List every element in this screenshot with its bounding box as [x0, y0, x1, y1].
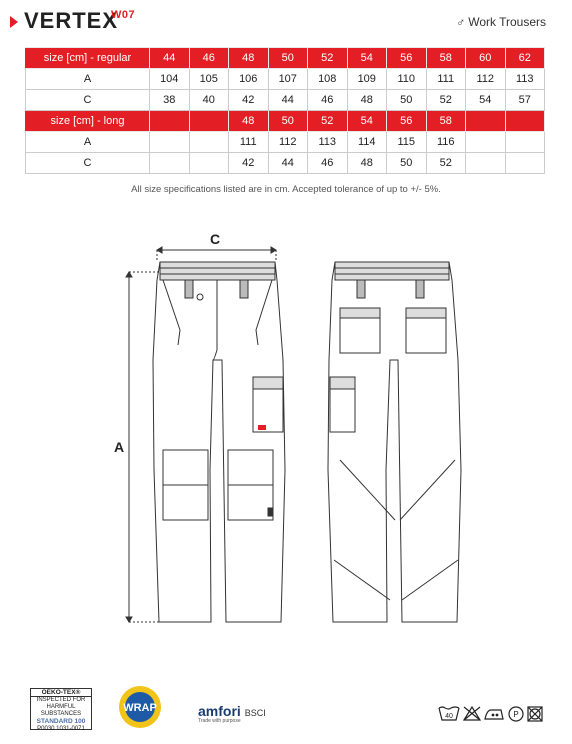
table-cell: 50: [387, 90, 427, 111]
table-cell: 54: [347, 111, 387, 132]
product-code: W07: [111, 9, 136, 21]
amfori-logo: [198, 703, 266, 724]
table-cell: 46: [189, 48, 229, 69]
row-label: C: [26, 153, 150, 174]
row-label: C: [26, 90, 150, 111]
table-cell: 116: [426, 132, 466, 153]
oeko-tex-logo: [30, 688, 92, 730]
header: [0, 0, 572, 40]
table-cell: 57: [505, 90, 545, 111]
male-symbol-icon: ♂: [456, 15, 466, 29]
table-cell: 112: [466, 69, 506, 90]
table-cell: 42: [229, 90, 269, 111]
brand-title: VERTEX: [24, 8, 119, 33]
oeko-title: OEKO-TEX®: [31, 689, 91, 697]
table-cell: 54: [347, 48, 387, 69]
care-symbols: [437, 704, 552, 724]
table-cell: 62: [505, 48, 545, 69]
table-row: [26, 69, 545, 90]
table-cell: [189, 153, 229, 174]
table-cell: [466, 111, 506, 132]
table-cell: 115: [387, 132, 427, 153]
table-cell: 52: [308, 111, 348, 132]
table-cell: 105: [189, 69, 229, 90]
dry-clean-icon: [509, 707, 523, 721]
table-cell: 48: [347, 90, 387, 111]
table-cell: 46: [308, 90, 348, 111]
table-cell: 40: [189, 90, 229, 111]
table-cell: 48: [229, 111, 269, 132]
table-cell: 106: [229, 69, 269, 90]
table-cell: 42: [229, 153, 269, 174]
regular-size-header-row: [26, 48, 545, 69]
wrap-text: WRAP: [123, 702, 157, 714]
amfori-name: amfori: [198, 703, 241, 719]
bsci-label: BSCI: [244, 708, 266, 718]
table-cell: 46: [308, 153, 348, 174]
table-cell: [189, 111, 229, 132]
table-cell: [505, 132, 545, 153]
table-cell: 110: [387, 69, 427, 90]
table-cell: [466, 132, 506, 153]
table-cell: [150, 132, 190, 153]
table-cell: 52: [426, 90, 466, 111]
table-cell: [189, 132, 229, 153]
long-header-label: size [cm] - long: [26, 111, 150, 132]
wash-40-icon: [439, 707, 459, 720]
iron-medium-icon: [485, 710, 503, 719]
table-cell: 108: [308, 69, 348, 90]
oeko-standard: STANDARD 100: [36, 718, 86, 726]
trousers-technical-drawing: [0, 210, 572, 650]
table-cell: [505, 111, 545, 132]
table-cell: [505, 153, 545, 174]
table-cell: 104: [150, 69, 190, 90]
table-cell: 60: [466, 48, 506, 69]
table-cell: 44: [150, 48, 190, 69]
table-row: [26, 90, 545, 111]
dimension-c-label: C: [210, 231, 221, 247]
table-cell: [150, 111, 190, 132]
table-cell: 113: [505, 69, 545, 90]
amfori-tagline: Trade with purpose: [198, 718, 241, 724]
table-cell: 48: [347, 153, 387, 174]
table-cell: 50: [268, 48, 308, 69]
table-cell: 50: [387, 153, 427, 174]
table-cell: 44: [268, 90, 308, 111]
row-label: A: [26, 69, 150, 90]
oeko-sub: INSPECTED FOR HARMFUL SUBSTANCES: [36, 697, 86, 718]
table-cell: 112: [268, 132, 308, 153]
no-bleach-icon: [464, 707, 480, 720]
category: [456, 15, 546, 29]
red-triangle-icon: [10, 16, 18, 28]
table-cell: 107: [268, 69, 308, 90]
table-cell: 114: [347, 132, 387, 153]
table-row: [26, 132, 545, 153]
table-cell: 54: [466, 90, 506, 111]
oeko-code: P0030 1031-0071: [37, 725, 85, 732]
table-cell: 56: [387, 111, 427, 132]
table-cell: 48: [229, 48, 269, 69]
back-view: [328, 262, 461, 622]
size-table: [25, 47, 545, 174]
table-cell: 52: [426, 153, 466, 174]
regular-header-label: size [cm] - regular: [26, 48, 150, 69]
table-cell: 52: [308, 48, 348, 69]
table-row: [26, 153, 545, 174]
table-cell: 111: [426, 69, 466, 90]
front-view: [153, 262, 285, 622]
table-cell: 50: [268, 111, 308, 132]
dimension-a-label: A: [114, 439, 125, 455]
table-cell: 38: [150, 90, 190, 111]
row-label: A: [26, 132, 150, 153]
no-tumble-dry-icon: [528, 707, 542, 721]
table-cell: 113: [308, 132, 348, 153]
table-cell: 58: [426, 111, 466, 132]
table-cell: 111: [229, 132, 269, 153]
wrap-logo: [115, 684, 165, 730]
table-cell: 109: [347, 69, 387, 90]
svg-text:P: P: [513, 710, 519, 719]
table-cell: [150, 153, 190, 174]
tolerance-note: All size specifications listed are in cm. Accepted tolerance of up to +/- 5%.: [131, 184, 441, 195]
table-cell: 58: [426, 48, 466, 69]
long-size-header-row: [26, 111, 545, 132]
dimension-c-line: [157, 247, 276, 262]
table-cell: 56: [387, 48, 427, 69]
category-label: Work Trousers: [468, 15, 546, 29]
wash-temp: 40: [445, 713, 453, 720]
table-cell: 44: [268, 153, 308, 174]
table-cell: [466, 153, 506, 174]
